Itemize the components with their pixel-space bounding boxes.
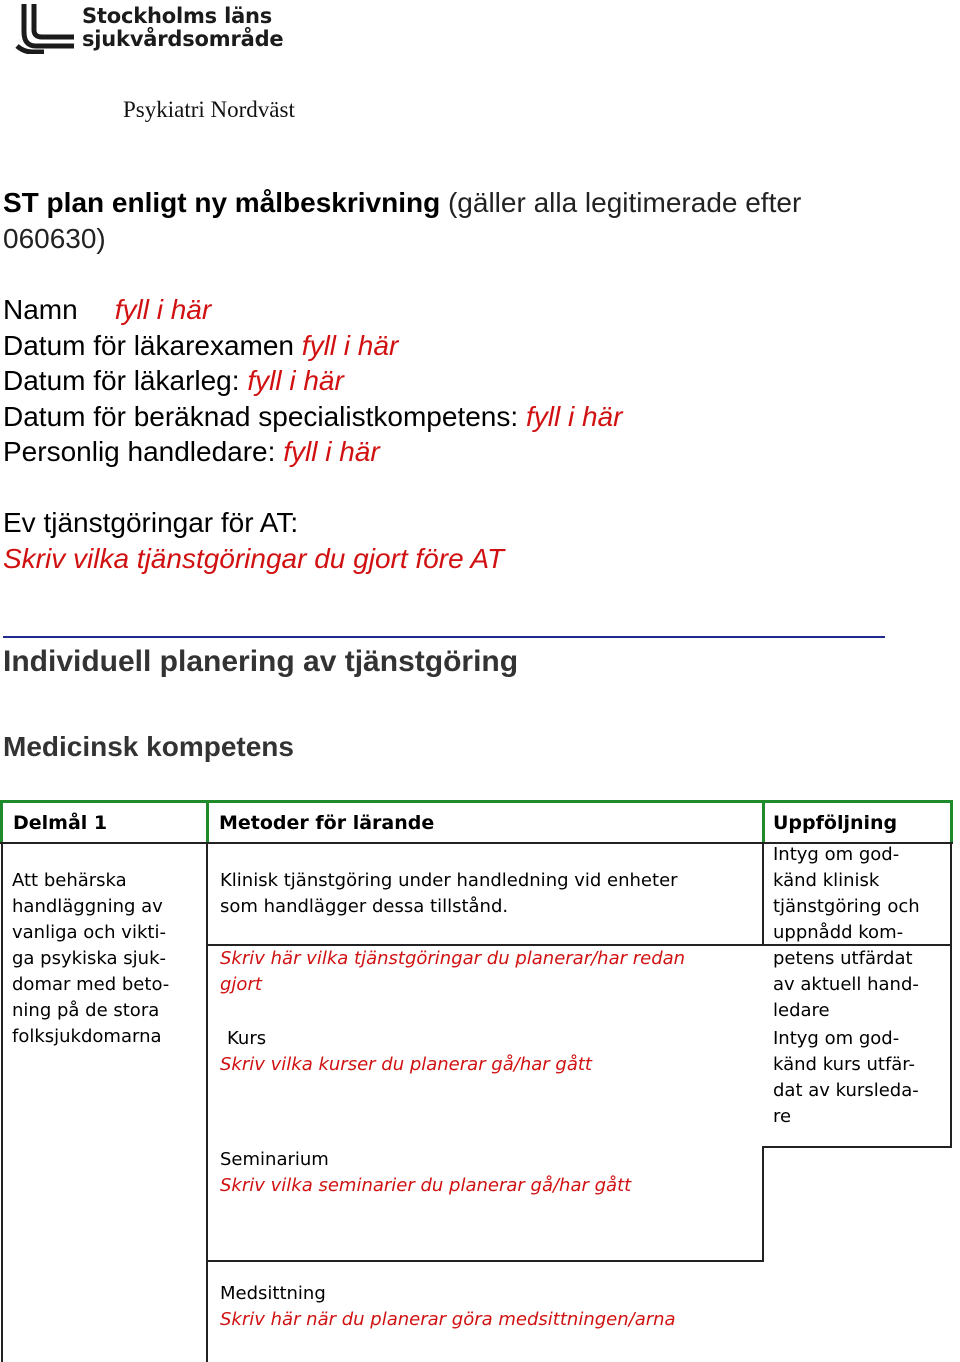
competence-table	[0, 800, 960, 1362]
delmal-line: domar med beto-	[12, 974, 170, 995]
section-heading: Individuell planering av tjänstgöring	[3, 645, 519, 678]
followup-line: ledare	[773, 1000, 830, 1021]
field-value-specialist[interactable]: fyll i här	[525, 400, 623, 432]
field-lakarexamen	[3, 328, 622, 364]
logo-line-2: sjukvårdsområde	[82, 27, 284, 51]
delmal-line: ning på de stora	[12, 1000, 160, 1021]
delmal-line: Att behärska	[12, 870, 127, 891]
logo-line-1: Stockholms läns	[82, 4, 273, 28]
followup-line: Intyg om god-	[773, 1028, 900, 1049]
field-label: Datum för läkarleg:	[3, 365, 240, 396]
method-klinisk	[220, 868, 685, 998]
method-fill[interactable]: Skriv här när du planerar göra medsittningen/arna	[220, 1309, 676, 1330]
followup-line: känd klinisk	[773, 870, 880, 891]
field-value-lakarleg[interactable]: fyll i här	[247, 365, 344, 396]
followup-line: Intyg om god-	[773, 844, 900, 865]
method-label: Seminarium	[220, 1149, 329, 1170]
header-metoder: Metoder för lärande	[219, 812, 435, 834]
field-value-handledare[interactable]: fyll i här	[283, 436, 380, 467]
method-seminarium	[220, 1147, 631, 1199]
followup-klinisk	[773, 842, 920, 1024]
field-label: Datum för beräknad specialistkompetens:	[3, 400, 519, 432]
field-label: Datum för läkarexamen	[3, 329, 295, 361]
method-medsittning	[220, 1281, 676, 1333]
table-border-right-dark	[950, 842, 952, 946]
method-label: Medsittning	[220, 1283, 326, 1304]
section-subheading: Medicinsk kompetens	[3, 731, 294, 762]
table-border-left	[0, 800, 3, 844]
followup-line: av aktuell hand-	[773, 974, 919, 995]
table-col-divider	[762, 800, 765, 844]
followup-line: tjänstgöring och	[773, 896, 920, 917]
followup-line: uppnådd kom-	[773, 922, 904, 943]
method-text: Klinisk tjänstgöring under handledning vid enheter	[220, 870, 678, 891]
field-label: Personlig handledare:	[3, 436, 276, 467]
field-value-namn[interactable]: fyll i här	[114, 294, 212, 325]
at-label: Ev tjänstgöringar för AT:	[3, 507, 299, 538]
table-border-left-dark	[1, 842, 3, 1362]
delmal-description	[12, 868, 169, 1050]
method-fill[interactable]: Skriv vilka kurser du planerar gå/har gått	[220, 1054, 592, 1075]
org-unit: Psykiatri Nordväst	[123, 97, 295, 122]
method-fill[interactable]: Skriv här vilka tjänstgöringar du planerar/har redan	[220, 948, 686, 969]
logo-wordmark	[82, 5, 283, 51]
followup-line: dat av kursleda-	[773, 1080, 919, 1101]
delmal-line: vanliga och vikti-	[12, 922, 166, 943]
document-title	[3, 185, 903, 257]
at-value[interactable]: Skriv vilka tjänstgöringar du gjort före AT	[3, 542, 505, 574]
followup-kurs	[773, 1026, 919, 1130]
delmal-line: folksjukdomarna	[12, 1026, 162, 1047]
table-col-divider	[206, 800, 209, 844]
delmal-line: handläggning av	[12, 896, 163, 917]
field-namn	[3, 292, 622, 328]
followup-line: petens utfärdat	[773, 948, 913, 969]
logo-mark-icon	[14, 2, 76, 54]
method-fill[interactable]: Skriv vilka seminarier du planerar gå/har gått	[220, 1175, 632, 1196]
method-fill[interactable]: gjort	[220, 974, 262, 995]
table-border-top	[0, 800, 953, 803]
field-label: Namn	[3, 294, 78, 325]
method-kurs	[220, 1026, 592, 1078]
header-uppfoljning: Uppföljning	[773, 812, 898, 834]
table-col-divider-dark	[950, 944, 952, 1148]
field-lakarleg	[3, 363, 622, 399]
divider	[3, 636, 885, 638]
method-label: Kurs	[227, 1028, 267, 1049]
field-specialist	[3, 399, 622, 435]
table-row-divider	[206, 1260, 762, 1262]
method-text: som handlägger dessa tillstånd.	[220, 896, 509, 917]
followup-line: re	[773, 1106, 792, 1127]
table-border-right	[950, 800, 953, 844]
personal-fields	[3, 292, 622, 470]
delmal-line: ga psykiska sjuk-	[12, 948, 167, 969]
followup-line: känd kurs utfär-	[773, 1054, 916, 1075]
logo	[14, 2, 283, 54]
field-value-lakarexamen[interactable]: fyll i här	[301, 329, 399, 361]
table-row-divider	[762, 1146, 952, 1148]
table-col-divider-dark	[762, 1146, 764, 1262]
table-col-divider-dark	[206, 842, 208, 1362]
header-delmal: Delmål 1	[13, 812, 108, 834]
title-normal: (gäller alla legitimerade efter 060630)	[3, 187, 802, 254]
table-col-divider-dark	[762, 842, 764, 946]
field-handledare	[3, 434, 622, 470]
at-section	[3, 505, 504, 576]
title-bold: ST plan enligt ny målbeskrivning	[3, 187, 441, 218]
